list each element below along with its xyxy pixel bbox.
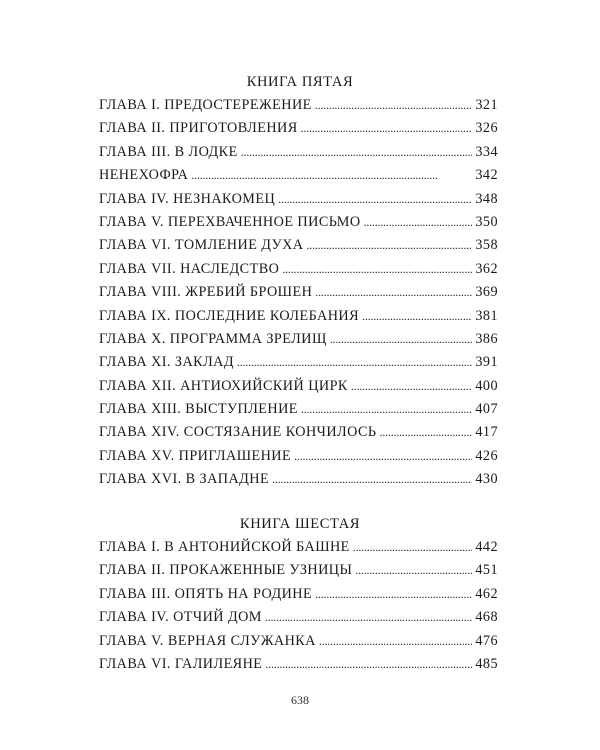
book-five-heading: КНИГА ПЯТАЯ (246, 74, 354, 90)
dot-leader (315, 98, 473, 113)
book-six-contents (99, 539, 498, 679)
toc-entry (99, 609, 498, 632)
dot-leader (330, 332, 473, 347)
dot-leader (353, 540, 473, 555)
toc-entry (99, 191, 498, 214)
toc-entry-page-number: 430 (475, 471, 498, 488)
toc-entry-title: ГЛАВА VI. ГАЛИЛЕЯНЕ (99, 655, 263, 672)
toc-entry (99, 167, 498, 190)
toc-entry-title: ГЛАВА V. ПЕРЕХВАЧЕННОЕ ПИСЬМО (99, 213, 361, 230)
dot-leader (307, 238, 473, 253)
toc-entry (99, 424, 498, 447)
toc-entry-title: ГЛАВА VII. НАСЛЕДСТВО (99, 260, 280, 277)
dot-leader (282, 262, 472, 277)
toc-entry-page-number: 350 (475, 213, 498, 230)
toc-entry-page-number: 451 (475, 562, 498, 579)
toc-entry-page-number: 334 (475, 143, 498, 160)
book-six-heading: КНИГА ШЕСТАЯ (239, 516, 361, 532)
dot-leader (191, 168, 472, 183)
toc-entry-page-number: 342 (475, 167, 498, 184)
toc-entry-page-number: 426 (475, 447, 498, 464)
toc-entry-title: ГЛАВА XVI. В ЗАПАДНЕ (99, 471, 270, 488)
dot-leader (301, 402, 472, 417)
toc-entry-title: ГЛАВА V. ВЕРНАЯ СЛУЖАНКА (99, 632, 316, 649)
dot-leader (362, 309, 472, 324)
toc-entry-page-number: 400 (475, 377, 498, 394)
toc-entry-title: ГЛАВА VIII. ЖРЕБИЙ БРОШЕН (99, 284, 313, 301)
toc-entry-title: ГЛАВА XIV. СОСТЯЗАНИЕ КОНЧИЛОСЬ (99, 424, 377, 441)
toc-entry-title: ГЛАВА XIII. ВЫСТУПЛЕНИЕ (99, 401, 298, 418)
toc-entry (99, 354, 498, 377)
toc-entry (99, 562, 498, 585)
toc-entry-title: ГЛАВА XV. ПРИГЛАШЕНИЕ (99, 447, 292, 464)
toc-entry (99, 448, 498, 471)
toc-entry (99, 539, 498, 562)
toc-entry-page-number: 476 (475, 632, 498, 649)
toc-entry (99, 633, 498, 656)
toc-entry (99, 214, 498, 237)
toc-entry-title: ГЛАВА I. В АНТОНИЙСКОЙ БАШНЕ (99, 539, 350, 555)
toc-entry-title: ГЛАВА IV. ОТЧИЙ ДОМ (99, 609, 262, 626)
toc-entry (99, 656, 498, 679)
toc-entry (99, 261, 498, 284)
dot-leader (351, 379, 473, 394)
toc-entry-page-number: 386 (475, 330, 498, 347)
toc-entry-page-number: 348 (475, 190, 498, 207)
toc-entry-title: ГЛАВА XI. ЗАКЛАД (99, 354, 234, 371)
toc-entry-page-number: 485 (475, 655, 498, 672)
toc-entry (99, 97, 498, 120)
toc-entry-title: НЕНЕХОФРА (99, 167, 189, 184)
dot-leader (364, 215, 473, 230)
dot-leader (380, 425, 473, 440)
toc-entry-page-number: 369 (475, 284, 498, 301)
dot-leader (278, 192, 472, 207)
page-number: 638 (291, 693, 309, 707)
toc-entry-page-number: 358 (475, 237, 498, 254)
toc-entry (99, 401, 498, 424)
toc-entry-title: ГЛАВА VI. ТОМЛЕНИЕ ДУХА (99, 237, 304, 254)
toc-entry-page-number: 462 (475, 585, 498, 602)
dot-leader (355, 563, 472, 578)
toc-entry (99, 284, 498, 307)
toc-entry-page-number: 381 (475, 307, 498, 324)
toc-entry-title: ГЛАВА III. ОПЯТЬ НА РОДИНЕ (99, 585, 313, 602)
toc-entry-page-number: 407 (475, 401, 498, 418)
toc-entry (99, 144, 498, 167)
dot-leader (315, 285, 472, 300)
dot-leader (294, 449, 472, 464)
toc-entry-page-number: 442 (475, 539, 498, 555)
dot-leader (241, 145, 473, 160)
toc-entry-page-number: 391 (475, 354, 498, 371)
toc-entry (99, 378, 498, 401)
toc-entry-title: ГЛАВА II. ПРОКАЖЕННЫЕ УЗНИЦЫ (99, 562, 353, 579)
dot-leader (265, 610, 473, 625)
toc-entry-title: ГЛАВА XII. АНТИОХИЙСКИЙ ЦИРК (99, 377, 348, 394)
toc-entry-page-number: 362 (475, 260, 498, 277)
toc-entry-title: ГЛАВА II. ПРИГОТОВЛЕНИЯ (99, 120, 298, 137)
toc-entry (99, 308, 498, 331)
dot-leader (319, 634, 472, 649)
toc-entry (99, 471, 498, 494)
dot-leader (237, 355, 472, 370)
dot-leader (265, 657, 472, 672)
toc-entry-title: ГЛАВА IX. ПОСЛЕДНИЕ КОЛЕБАНИЯ (99, 307, 360, 324)
dot-leader (272, 472, 472, 487)
dot-leader (301, 121, 473, 136)
toc-entry (99, 237, 498, 260)
toc-entry (99, 331, 498, 354)
toc-entry-page-number: 417 (475, 424, 498, 441)
book-five-contents (99, 97, 498, 495)
toc-entry-title: ГЛАВА X. ПРОГРАММА ЗРЕЛИЩ (99, 330, 327, 347)
toc-entry (99, 586, 498, 609)
toc-entry-title: ГЛАВА III. В ЛОДКЕ (99, 143, 238, 160)
toc-entry-page-number: 326 (475, 120, 498, 137)
toc-entry-page-number: 468 (475, 609, 498, 626)
toc-entry (99, 120, 498, 143)
dot-leader (315, 587, 472, 602)
toc-entry-page-number: 321 (475, 97, 498, 113)
toc-entry-title: ГЛАВА I. ПРЕДОСТЕРЕЖЕНИЕ (99, 97, 312, 113)
toc-entry-title: ГЛАВА IV. НЕЗНАКОМЕЦ (99, 190, 276, 207)
